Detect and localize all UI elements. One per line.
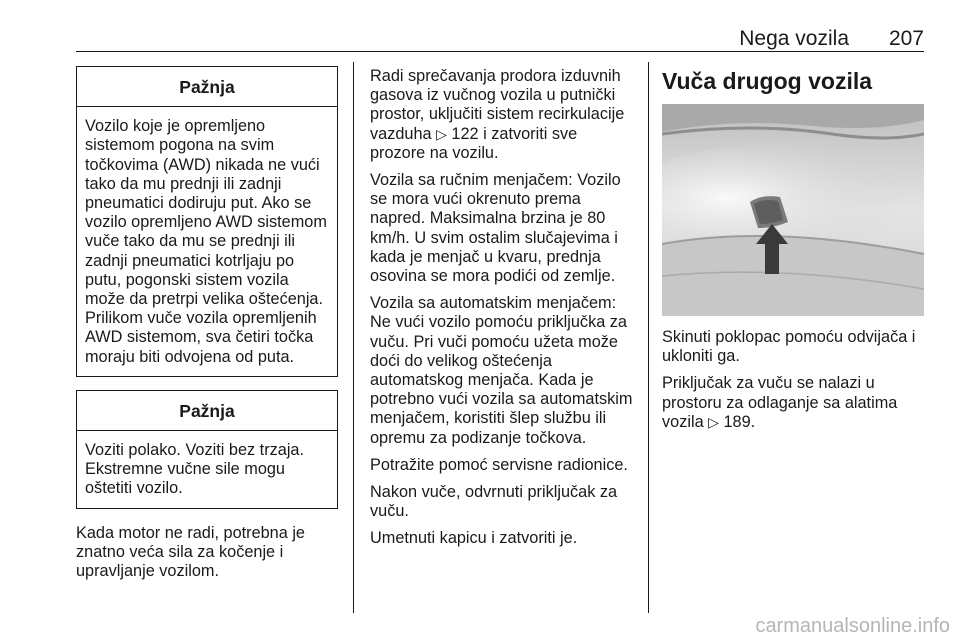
paragraph: Vozila sa ručnim menjačem: Vozilo se mora vući okrenuto prema napred. Maksimalna brzina je 80 km/h. U svim ostalim slučajevima i kada je menjač u kvaru, prednja osovina se mora podići od zemlje. [370,171,621,286]
paragraph-text: i zatvoriti sve prozore na vozilu. [370,124,578,162]
page-reference-number[interactable]: 122 [451,124,479,143]
section-title: Vuča drugog vozila [662,68,873,94]
paragraph: Umetnuti kapicu i zatvoriti je. [370,529,578,548]
paragraph: Kada motor ne radi, potrebna je znatno veća sila za kočenje i upravljanje vozilom. [76,523,305,581]
towing-eye-photo [662,104,924,316]
page-reference-number[interactable]: 189 [723,412,751,431]
warning-notice [76,390,338,509]
paragraph [370,67,634,163]
page-reference-arrow-icon: ▷ [436,125,447,142]
page-reference-arrow-icon: ▷ [708,413,719,430]
warning-notice [76,66,338,377]
paragraph [662,374,924,432]
column-middle [370,67,634,557]
notice-text: Voziti polako. Voziti bez trzaja. Ekstremne vučne sile mogu oštetiti vozilo. [85,441,305,498]
paragraph: Nakon vuče, odvrnuti priključak za vuču. [370,483,618,521]
notice-heading: Pažnja [77,391,337,431]
paragraph-text: Priključak za vuču se nalazi u prostoru za odlaganje sa alatima vozila [662,374,898,431]
notice-text: Vozilo koje je opremljeno sistemom pogona na svim točkovima (AWD) nikada ne vući tako da mu prednji ili zadnji pneumatici dodiruju put. Ako se vozilo opremljeno AWD sistemom vuče tako da mu se prednji ili zadnji pneumatici kotrljaju po putu, pogonski sistem vozila može da pretrpi velika oštećenja. Prilikom vuče vozila opremljenih AWD sistemom, sva četiri točka moraju biti odvojena od puta. [85,117,327,366]
header-title: Nega vozila [739,27,849,50]
column-left [76,66,338,589]
page-number: 207 [888,27,924,50]
column-divider-2 [648,62,649,613]
paragraph-text: . [750,412,756,431]
paragraph: Vozila sa automatskim menjačem: Ne vući vozilo pomoću priključka za vuču. Pri vuči pomoću užeta može doći do velikog oštećenja automatskog menjača. Kada je potrebno vući vozila sa automatskim menjačem, koristiti šlep službu ili opremu za podizanje točkova. [370,294,633,447]
column-divider-1 [353,62,354,613]
column-right [662,66,924,440]
paragraph: Potražite pomoć servisne radionice. [370,455,628,474]
watermark: carmanualsonline.info [755,615,950,637]
paragraph: Skinuti poklopac pomoću odvijača i ukloniti ga. [662,328,916,366]
paragraph-text: Radi sprečavanja prodora izduvnih gasova iz vučnog vozila u putnički prostor, uključiti sistem recirkulacije vazduha [370,67,625,143]
header-rule [76,51,924,52]
notice-heading: Pažnja [77,67,337,107]
